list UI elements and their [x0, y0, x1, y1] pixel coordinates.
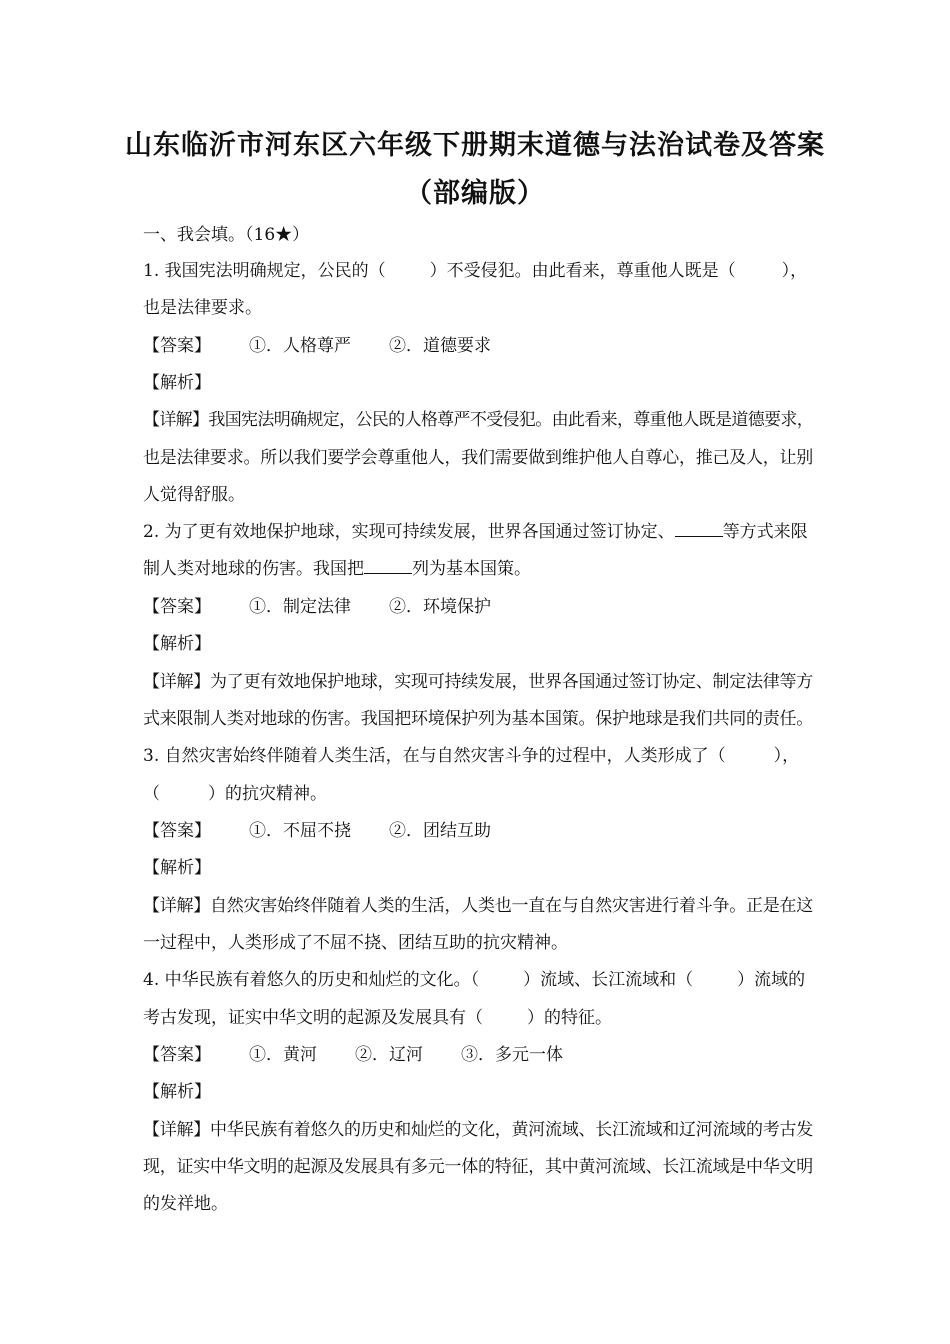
- question-2-line-1: 2. 为了更有效地保护地球，实现可持续发展，世界各国通过签订协定、 等方式来限: [143, 522, 808, 542]
- question-4-line-2: 考古发现，证实中华文明的起源及发展具有（ ）的特征。: [143, 1008, 612, 1028]
- question-4-detail-line-2: 现，证实中华文明的起源及发展具有多元一体的特征，其中黄河流域、长江流域是中华文明: [143, 1157, 813, 1177]
- fill-blank-underline: [364, 558, 412, 574]
- document-title: 山东临沂市河东区六年级下册期末道德与法治试卷及答案: [125, 130, 825, 161]
- question-4-detail-line-3: 的发祥地。: [143, 1194, 228, 1214]
- question-3-line-1: 3. 自然灾害始终伴随着人类生活，在与自然灾害斗争的过程中，人类形成了（ ），: [143, 746, 800, 766]
- question-1-detail-line-2: 也是法律要求。所以我们要学会尊重他人，我们需要做到维护他人自尊心，推己及人，让别: [143, 448, 813, 468]
- document-subtitle: （部编版）: [405, 178, 545, 209]
- question-4-answer: 【答案】 ①．黄河 ②．辽河 ③．多元一体: [143, 1045, 563, 1065]
- question-2-detail-line-2: 式来限制人类对地球的伤害。我国把环境保护列为基本国策。保护地球是我们共同的责任。: [143, 709, 813, 729]
- question-4-analysis-label: 【解析】: [143, 1082, 211, 1102]
- question-1-answer: 【答案】 ①．人格尊严 ②．道德要求: [143, 336, 491, 356]
- question-1-detail-line-1: 【详解】我国宪法明确规定，公民的人格尊严不受侵犯。由此看来，尊重他人既是道德要求，: [143, 410, 813, 430]
- question-4-detail-line-1: 【详解】中华民族有着悠久的历史和灿烂的文化，黄河流域、长江流域和辽河流域的考古发: [143, 1120, 813, 1140]
- question-3-analysis-label: 【解析】: [143, 858, 211, 878]
- question-1-line-1: 1. 我国宪法明确规定，公民的（ ）不受侵犯。由此看来，尊重他人既是（ ），: [143, 261, 808, 281]
- question-1-detail-line-3: 人觉得舒服。: [143, 485, 245, 505]
- question-2-detail-line-1: 【详解】为了更有效地保护地球，实现可持续发展，世界各国通过签订协定、制定法律等方: [143, 672, 813, 692]
- question-2-line-2: 制人类对地球的伤害。我国把 列为基本国策。: [143, 559, 531, 579]
- section-heading: 一、我会填。（16★）: [143, 225, 310, 245]
- question-3-detail-line-1: 【详解】自然灾害始终伴随着人类的生活，人类也一直在与自然灾害进行着斗争。正是在这: [143, 896, 813, 916]
- question-1-line-2: 也是法律要求。: [143, 298, 262, 318]
- question-3-detail-line-2: 一过程中，人类形成了不屈不挠、团结互助的抗灾精神。: [143, 933, 568, 953]
- question-3-line-2: （ ）的抗灾精神。: [143, 784, 327, 804]
- question-3-answer: 【答案】 ①．不屈不挠 ②．团结互助: [143, 821, 491, 841]
- question-4-line-1: 4. 中华民族有着悠久的历史和灿烂的文化。（ ）流域、长江流域和（ ）流域的: [143, 970, 806, 990]
- fill-blank-underline: [675, 521, 723, 537]
- question-2-analysis-label: 【解析】: [143, 634, 211, 654]
- question-2-answer: 【答案】 ①．制定法律 ②．环境保护: [143, 597, 491, 617]
- question-1-analysis-label: 【解析】: [143, 373, 211, 393]
